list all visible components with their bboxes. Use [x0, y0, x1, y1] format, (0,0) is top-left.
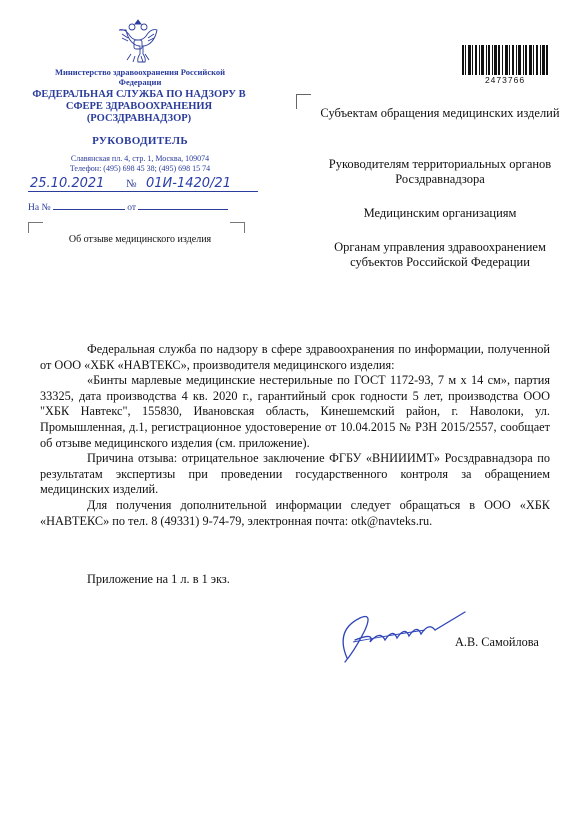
addressee-2: Руководителям территориальных органов Росздравнадзора — [328, 157, 552, 186]
body-paragraph-2: «Бинты марлевые медицинские нестерильные по ГОСТ 1172-93, 7 м х 14 см», партия 33325, дата производства 4 кв. 2020 г., гарантийный срок годности 5 лет, производства ООО "ХБК Навтекс", 155830, Ивановская область, Кинешемский район, г. Наволоки, ул. Промышленная, д.1, регистрационное удостоверение от 10.04.2015 № РЗН 2015/2557, сообщает об отзыве медицинского изделия (см. приложение). — [40, 373, 550, 450]
head-title: РУКОВОДИТЕЛЬ — [92, 135, 188, 147]
bracket-left — [28, 222, 43, 233]
coat-of-arms-emblem — [117, 16, 159, 64]
letter-body — [40, 342, 550, 529]
agency-address — [30, 154, 250, 174]
body-paragraph-1: Федеральная служба по надзору в сфере здравоохранения по информации, полученной от ООО «ХБК «НАВТЕКС», производителя медицинского изделия: — [40, 342, 550, 372]
bracket-right — [230, 222, 245, 233]
date-number-line — [28, 178, 258, 194]
ministry-name: Министерство здравоохранения Российской Федерации — [54, 67, 226, 87]
attachment-note: Приложение на 1 л. в 1 экз. — [87, 572, 230, 586]
date-underline — [28, 191, 258, 192]
letter-subject: Об отзыве медицинского изделия — [68, 234, 212, 245]
address-corner-mark — [296, 94, 311, 109]
handwritten-signature — [325, 600, 475, 670]
na-label: На № — [28, 203, 51, 213]
agency-name: ФЕДЕРАЛЬНАЯ СЛУЖБА ПО НАДЗОРУ В СФЕРЕ ЗДРАВООХРАНЕНИЯ (РОСЗДРАВНАДЗОР) — [32, 89, 246, 124]
barcode-number: 2473766 — [484, 75, 526, 85]
reference-line — [28, 200, 258, 213]
address-line: Славянская пл. 4, стр. 1, Москва, 109074 — [70, 154, 210, 163]
number-handwritten: 01И-1420/21 — [146, 176, 231, 191]
barcode-image — [462, 45, 548, 75]
ot-blank — [138, 200, 228, 210]
signer-name: А.В. Самойлова — [455, 635, 539, 649]
date-handwritten: 25.10.2021 — [30, 176, 105, 191]
body-paragraph-4: Для получения дополнительной информации следует обращаться в ООО «ХБК «НАВТЕКС» по тел. 8 (49331) 9-74-79, электронная почта: otk@navteks.ru. — [40, 497, 550, 528]
addressee-3: Медицинским организациям — [363, 206, 517, 220]
body-paragraph-3: Причина отзыва: отрицательное заключение ФГБУ «ВНИИИМТ» Росздравнадзора по результатам экспертизы при проведении государственного контроля за обращением медицинских изделий. — [40, 451, 550, 497]
addressee-4: Органам управления здравоохранением субъектов Российской Федерации — [334, 240, 546, 269]
addressee-1: Субъектам обращения медицинских изделий — [320, 106, 560, 120]
number-sign: № — [126, 178, 137, 190]
na-blank — [53, 200, 125, 210]
phone-line: Телефон: (495) 698 45 38; (495) 698 15 74 — [69, 164, 211, 173]
ot-label: от — [127, 203, 137, 213]
